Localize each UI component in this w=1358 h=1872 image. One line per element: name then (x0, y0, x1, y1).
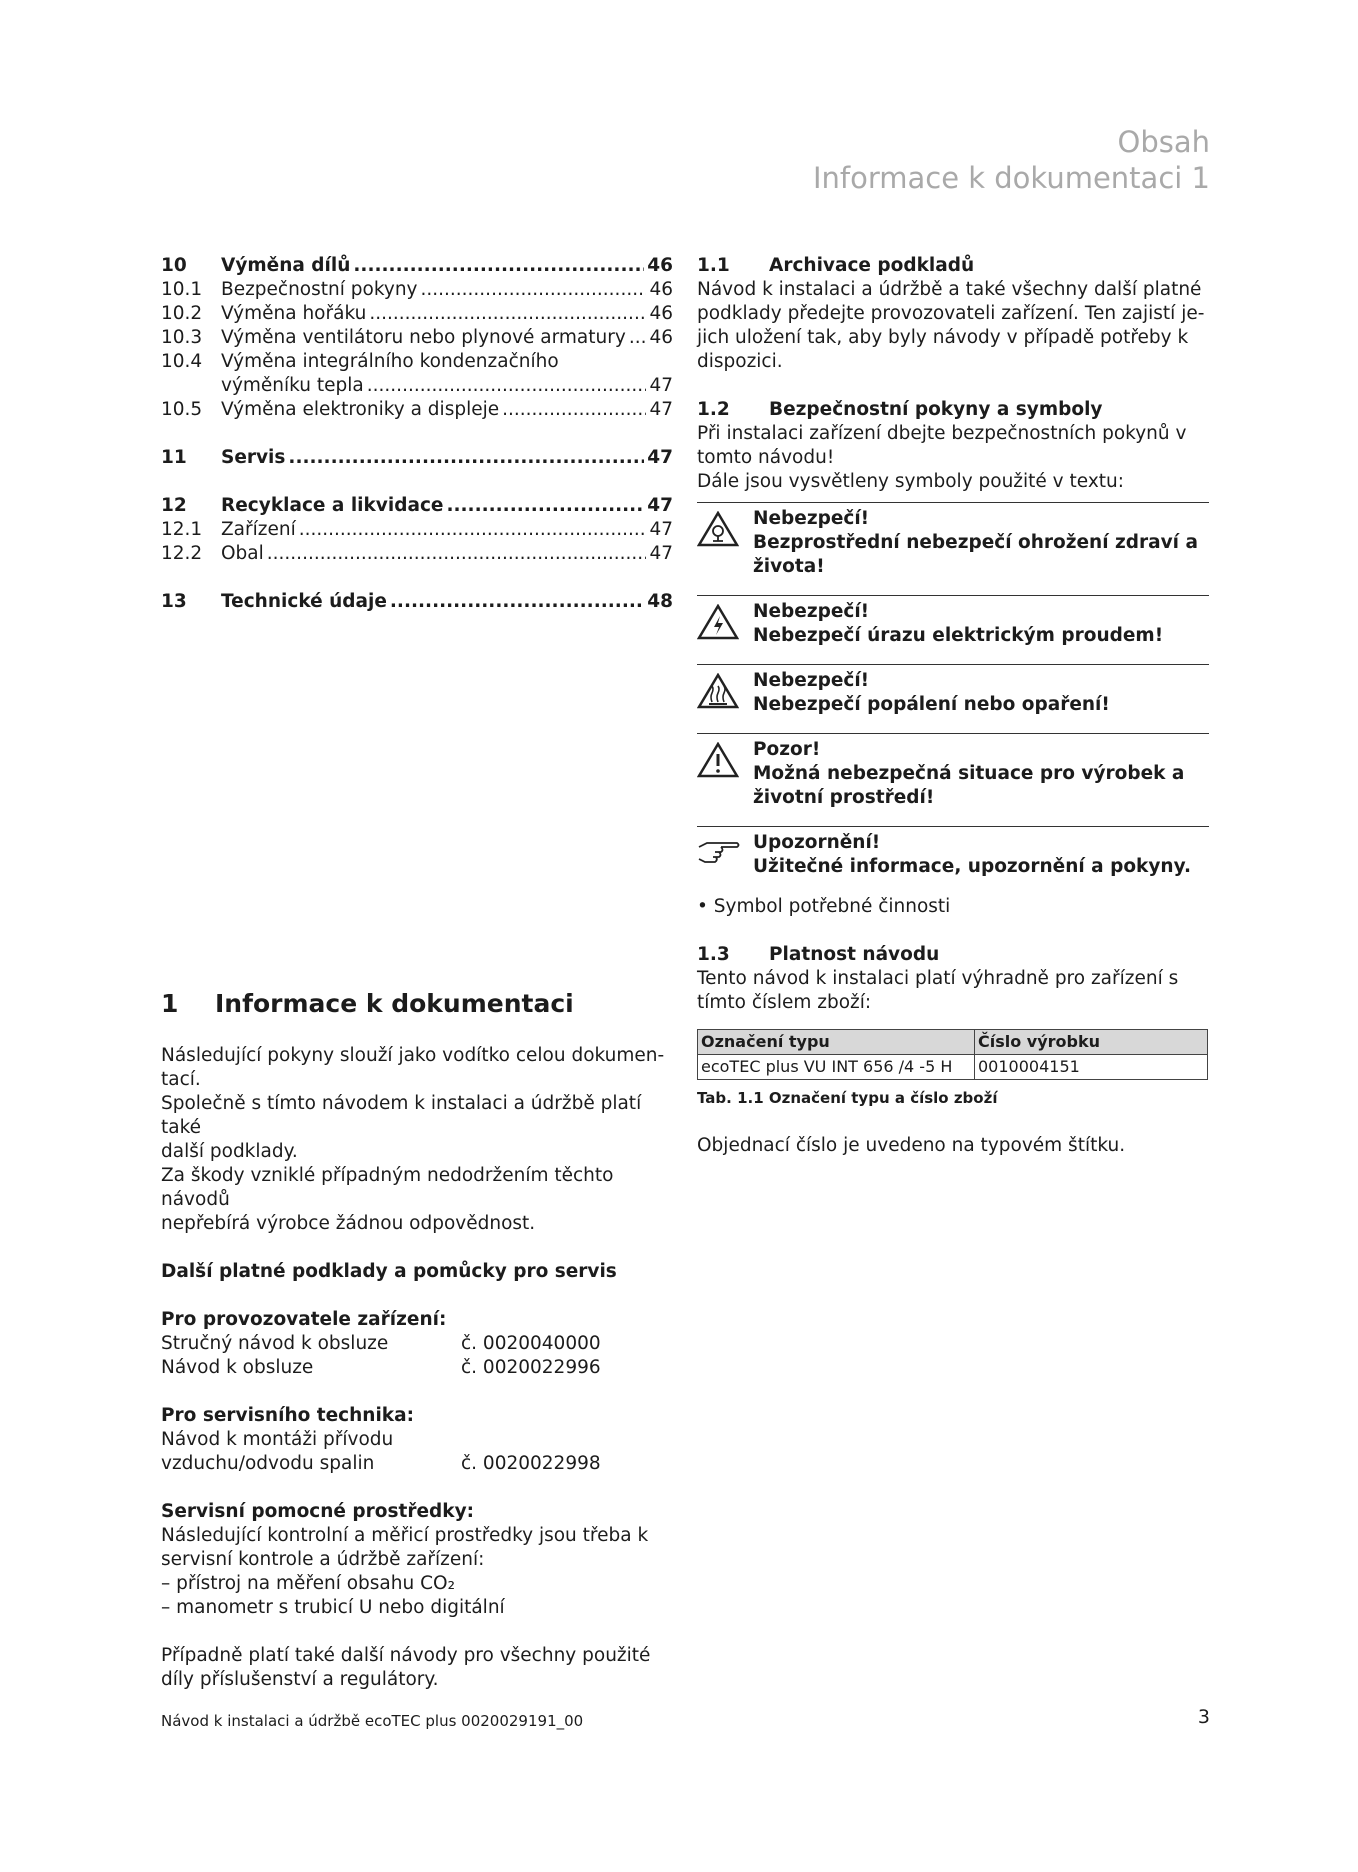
table-of-contents (161, 254, 673, 614)
toc-title: Výměna hořáku (221, 303, 367, 324)
notice-block (697, 826, 1209, 895)
warning-block (697, 502, 1209, 595)
toc-title: Výměna elektroniky a displeje (221, 399, 500, 420)
paragraph-line: Návod k instalaci a údržbě a také všechny další platné (697, 279, 1202, 300)
toc-title: Servis (221, 447, 286, 468)
warning-text: života! (753, 556, 825, 577)
toc-page: 47 (649, 543, 673, 564)
warning-text: životní prostředí! (753, 787, 935, 808)
toc-page: 47 (649, 375, 673, 396)
section-number: 1.2 (697, 399, 730, 420)
electric-hazard-icon (697, 600, 753, 648)
section-title: Platnost návodu (769, 944, 940, 965)
table-header-row (698, 1030, 1208, 1055)
toc-row[interactable] (161, 590, 673, 614)
header-line-2: Informace k dokumentaci 1 (812, 161, 1210, 195)
section-title: Archivace podkladů (769, 255, 975, 276)
section-1 (161, 988, 673, 1692)
section-number: 1.1 (697, 255, 730, 276)
toc-number: 12 (161, 495, 187, 516)
section-1-heading (161, 988, 673, 1020)
toc-page: 46 (647, 255, 673, 276)
document-number: č. 0020040000 (461, 1333, 601, 1354)
list-item: – manometr s trubicí U nebo digitální (161, 1597, 505, 1618)
warning-title: Nebezpečí! (753, 670, 870, 691)
toc-title: Bezpečnostní pokyny (221, 279, 418, 300)
warning-text: Bezprostřední nebezpečí ohrožení zdraví a (753, 532, 1198, 553)
document-item (161, 1452, 673, 1476)
toc-page: 47 (647, 447, 673, 468)
toc-title: Obal (221, 543, 264, 564)
document-number: č. 0020022996 (461, 1357, 601, 1378)
section-1-2-heading (697, 398, 1209, 422)
section-1-1-heading (697, 254, 1209, 278)
toc-leader (299, 518, 646, 542)
paragraph-line: nepřebírá výrobce žádnou odpovědnost. (161, 1213, 536, 1234)
toc-row[interactable] (161, 254, 673, 278)
toc-leader (390, 590, 644, 614)
paragraph-line: tímto číslem zboží: (697, 992, 872, 1013)
warning-title: Nebezpečí! (753, 601, 870, 622)
toc-number: 10.4 (161, 351, 203, 372)
section-number: 1 (161, 989, 179, 1018)
warning-text: Možná nebezpečná situace pro výrobek a (753, 763, 1185, 784)
document-number: č. 0020022998 (461, 1453, 601, 1474)
toc-title: výměníku tepla (221, 375, 364, 396)
paragraph-line: dispozici. (697, 351, 783, 372)
warning-text: Nebezpečí úrazu elektrickým proudem! (753, 625, 1164, 646)
toc-row[interactable] (161, 542, 673, 566)
notice-text: Užitečné informace, upozornění a pokyny. (753, 856, 1191, 877)
toc-title: Výměna integrálního kondenzačního (221, 351, 559, 372)
paragraph-line: tomto návodu! (697, 447, 835, 468)
paragraph-line: tací. (161, 1069, 201, 1090)
toc-row-continuation[interactable] (161, 374, 673, 398)
toc-row[interactable] (161, 398, 673, 422)
paragraph-line: Následující pokyny slouží jako vodítko celou dokumen- (161, 1045, 665, 1066)
header-title (813, 124, 1210, 196)
toc-row[interactable] (161, 518, 673, 542)
toc-number: 10 (161, 255, 187, 276)
warning-text: Nebezpečí popálení nebo opaření! (753, 694, 1110, 715)
toc-leader (446, 494, 644, 518)
section-1-3-heading (697, 943, 1209, 967)
toc-title: Zařízení (221, 519, 296, 540)
table-header-cell: Číslo výrobku (975, 1030, 1208, 1055)
toc-page: 47 (647, 495, 673, 516)
toc-row[interactable] (161, 350, 673, 374)
toc-page: 48 (647, 591, 673, 612)
subheading: Pro provozovatele zařízení: (161, 1309, 447, 1330)
paragraph-line: Následující kontrolní a měřicí prostředky jsou třeba k (161, 1525, 649, 1546)
table-cell: 0010004151 (975, 1055, 1208, 1080)
toc-row[interactable] (161, 494, 673, 518)
toc-leader (353, 254, 644, 278)
toc-number: 12.1 (161, 519, 203, 540)
paragraph-line: jich uložení tak, aby byly návody v případě potřeby k (697, 327, 1189, 348)
table-cell: ecoTEC plus VU INT 656 /4 -5 H (698, 1055, 975, 1080)
hot-surface-icon (697, 669, 753, 717)
toc-title: Technické údaje (221, 591, 387, 612)
toc-number: 10.1 (161, 279, 203, 300)
document-item (161, 1332, 673, 1356)
toc-leader (629, 326, 646, 350)
warning-title: Nebezpečí! (753, 508, 870, 529)
subheading: Pro servisního technika: (161, 1405, 414, 1426)
section-title: Informace k dokumentaci (215, 989, 574, 1018)
toc-leader (421, 278, 647, 302)
document-item (161, 1356, 673, 1380)
table-caption: Tab. 1.1 Označení typu a číslo zboží (697, 1089, 998, 1107)
pointing-hand-icon (697, 831, 753, 879)
toc-leader (502, 398, 646, 422)
toc-page: 47 (649, 519, 673, 540)
paragraph-line: Tento návod k instalaci platí výhradně pro zařízení s (697, 968, 1179, 989)
toc-number: 12.2 (161, 543, 203, 564)
toc-page: 46 (649, 327, 673, 348)
toc-number: 11 (161, 447, 187, 468)
paragraph-line: servisní kontrole a údržbě zařízení: (161, 1549, 485, 1570)
toc-row[interactable] (161, 302, 673, 326)
product-table (697, 1029, 1208, 1080)
toc-page: 46 (649, 279, 673, 300)
toc-page: 47 (649, 399, 673, 420)
subheading: Servisní pomocné prostředky: (161, 1501, 475, 1522)
section-number: 1.3 (697, 944, 730, 965)
list-item: – přístroj na měření obsahu CO₂ (161, 1573, 455, 1594)
subheading: Další platné podklady a pomůcky pro servis (161, 1261, 617, 1282)
document-name: vzduchu/odvodu spalin (161, 1453, 375, 1474)
toc-page: 46 (649, 303, 673, 324)
header-line-1: Obsah (1117, 125, 1210, 159)
toc-leader (367, 374, 646, 398)
table-row (698, 1055, 1208, 1080)
toc-number: 10.3 (161, 327, 203, 348)
health-hazard-icon (697, 507, 753, 579)
footer-text: Návod k instalaci a údržbě ecoTEC plus 0020029191_00 (161, 1712, 584, 1730)
toc-leader (288, 446, 644, 470)
paragraph-line: Dále jsou vysvětleny symboly použité v textu: (697, 471, 1124, 492)
paragraph-line: Při instalaci zařízení dbejte bezpečnostních pokynů v (697, 423, 1187, 444)
document-name: Stručný návod k obsluze (161, 1333, 389, 1354)
toc-title: Recyklace a likvidace (221, 495, 444, 516)
toc-title: Výměna dílů (221, 255, 351, 276)
warning-block (697, 733, 1209, 826)
paragraph-line: díly příslušenství a regulátory. (161, 1669, 439, 1690)
toc-number: 13 (161, 591, 187, 612)
paragraph-line: další podklady. (161, 1141, 298, 1162)
paragraph-line: Objednací číslo je uvedeno na typovém štítku. (697, 1135, 1126, 1156)
toc-leader (369, 302, 646, 326)
toc-row[interactable] (161, 326, 673, 350)
caution-icon (697, 738, 753, 810)
paragraph-line: Za škody vzniklé případným nedodržením těchto návodů (161, 1165, 614, 1210)
section-title: Bezpečnostní pokyny a symboly (769, 399, 1103, 420)
toc-row[interactable] (161, 446, 673, 470)
warning-block (697, 664, 1209, 733)
paragraph-line: Případně platí také další návody pro všechny použité (161, 1645, 651, 1666)
right-column (697, 254, 1209, 1158)
toc-leader (267, 542, 646, 566)
toc-row[interactable] (161, 278, 673, 302)
paragraph-line: podklady předejte provozovateli zařízení. Ten zajistí je- (697, 303, 1205, 324)
page-number: 3 (1197, 1706, 1210, 1728)
table-header-cell: Označení typu (698, 1030, 975, 1055)
document-name: Návod k obsluze (161, 1357, 314, 1378)
warning-title: Pozor! (753, 739, 821, 760)
toc-number: 10.2 (161, 303, 203, 324)
notice-title: Upozornění! (753, 832, 881, 853)
toc-number: 10.5 (161, 399, 203, 420)
document-name: Návod k montáži přívodu (161, 1429, 394, 1450)
warning-block (697, 595, 1209, 664)
paragraph-line: Společně s tímto návodem k instalaci a údržbě platí také (161, 1093, 642, 1138)
toc-title: Výměna ventilátoru nebo plynové armatury (221, 327, 626, 348)
list-item: • Symbol potřebné činnosti (697, 896, 951, 917)
